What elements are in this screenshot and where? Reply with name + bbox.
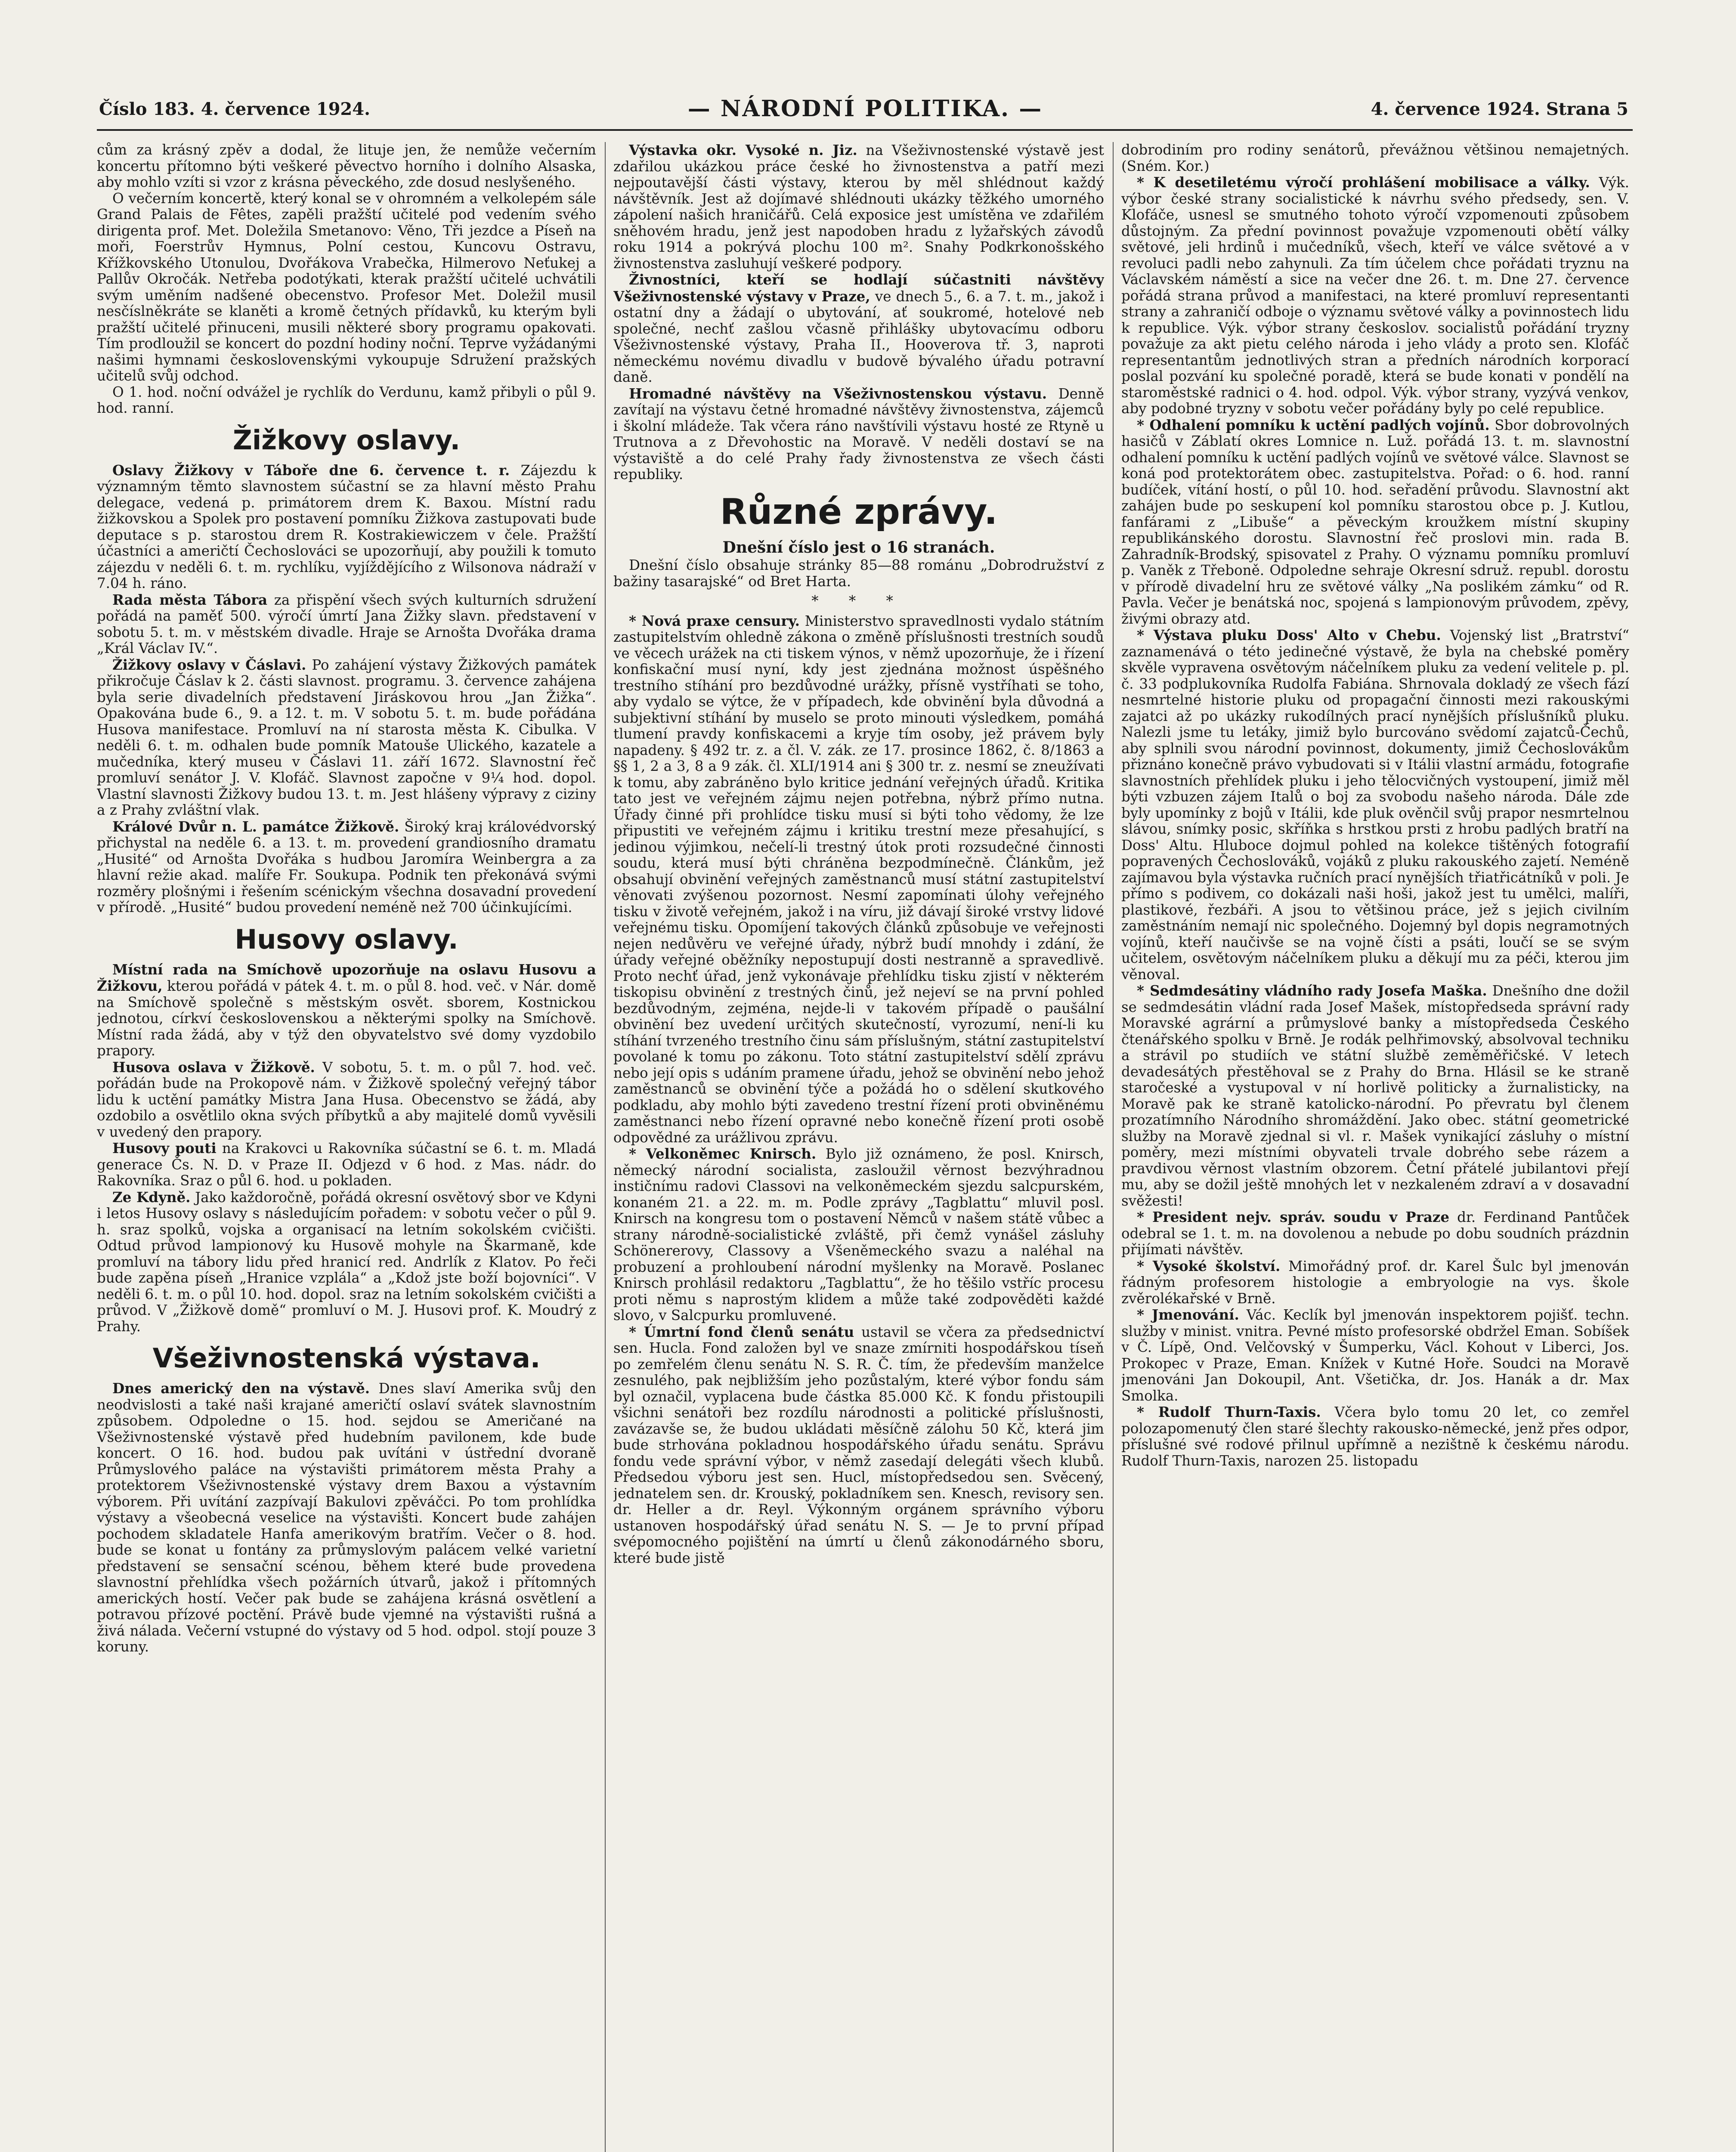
news-item-text: Bylo již oznámeno, že posl. Knirsch, německý národní socialista, zasloužil věrnost bezvýhradnou instičnímu radovi Classovi na velkoněmeckém sjezdu salcpurském, konaném 21. a 22. m. m. Podle zprávy „Tagblattu“ mluvil posl. Knirsch na kongresu tom o postavení Němců v našem státě vůbec a strany národně-socialistické zvláště, při čemž vynášel zásluhy Schönererovy, Classovy a Všeněmeckého svazu a naléhal na probuzení a prohloubení národní myšlenky na Moravě. Poslanec Knirsch prohlásil redaktoru „Tagblattu“, že ho těšilo vstříc procesu proti němu s naprostým klidem a může také zodpověděti každé slovo, v Salcpurku promluvené. xyxy=(613,1146,1104,1323)
column-1 xyxy=(97,142,596,2152)
news-item xyxy=(1121,1307,1629,1404)
news-item-lead: Husova oslava v Žižkově. xyxy=(112,1058,315,1076)
news-item xyxy=(613,613,1104,1146)
column-3 xyxy=(1121,142,1629,2152)
section-heading-ruzne: Různé zprávy. xyxy=(720,491,998,532)
news-item xyxy=(613,272,1104,386)
news-item-text: Vojenský list „Bratrství“ zaznamenává o této jedinečné výstavě, že byla na chebské poměry skvěle vypravena osvětovým náčelníkem pluku za vedení velitele p. pl. č. 33 podplukovníka Rudolfa Fabiána. Shrnovala dokladý ze všech fází nesmrtelné historie pluku od propagační činnosti mezi rakouskými zajatci až po ukázky rukodílných prací nynějších příslušníků pluku. Nalezli jsme tu letáky, jimiž bylo burcováno svědomí zajatců-Čechů, aby splnili svou národní povinnost, dokumenty, jimiž Čechoslovákům přiznáno konečně právo vybudovati si v Itálii vlastní armádu, fotografie slavnostních přehlídek pluku i jeho tělocvičných vystoupení, jimiž měl býti vzbuzen zájem Italů o boj za svobodu našeho národa. Dále zde byly upomínky z bojů v Itálii, kde pluk ověnčil svůj prapor nesmrtelnou slávou, snímky posic, skříňka s hrstkou prsti z hrobu padlých bratří na Doss' Altu. Hluboce dojmul pohled na kolekce tištěných fotografií popravených Čechoslováků, vojáků z pluku rakouského zajetí. Neméně zajímavou byla výstavka ručních prací nynějších třiatřicátníků v poli. Je přímo s podivem, co dokázali naši hoši, jakož jest tu umělci, malíři, plastikové, řezbáři. A jsou to většinou práce, jež s jejich civilním zaměstnáním nemají nic společného. Dojemný byl dopis negramotných vojínů, kteří naučivše se na vojně čísti a psáti, loučí se se svým učitelem, osvětovým náčelníkem pluku a děkují mu za péči, kterou jim věnoval. xyxy=(1121,627,1629,983)
news-item xyxy=(1121,983,1629,1209)
issue-note-text: Dnešní číslo obsahuje stránky 85—88 románu „Dobrodružství z bažiny tasarajské“ od Bret Harta. xyxy=(613,557,1104,590)
column-rule-2 xyxy=(1113,142,1114,2152)
news-item-lead: * K desetiletému výročí prohlášení mobilisace a války. xyxy=(1137,174,1590,191)
news-item-text: na Krakovci u Rakovníka súčastní se 6. t. m. Mladá generace Čs. N. D. v Praze II. Odjezd v 6 hod. z Mas. nádr. do Rakovníka. Sraz o půl 6. hod. u pokladen. xyxy=(97,1140,596,1189)
news-item-text: Vác. Keclík byl jmenován inspektorem pojišť. techn. služby v minist. vnitra. Pevné místo profesorské obdržel Eman. Sobíšek v Č. Lípě, Ond. Velčovský v Šumperku, Václ. Kohout v Liberci, Jos. Prokopec v Praze, Eman. Knížek v Kutné Hoře. Soudci na Moravě jmenováni Jan Dokoupil, Ant. Všetička, dr. Jos. Hanák a dr. Max Smolka. xyxy=(1121,1307,1629,1404)
news-item xyxy=(613,142,1104,272)
news-item-text: ustavil se včera za předsednictví sen. Hucla. Fond založen byl ve snaze zmírniti hospodářskou tíseň po zemřelém členu senátu N. S. R. Č. tím, že především manželce zesnulého, pak nejbližším jeho pozůstalým, které výbor fondu sám byl označil, vyplacena bude částka 85.000 Kč. K fondu přistoupili všichni senátoři bez rozdílu národnosti a politické příslušnosti, zavázavše se, že budou ukládati měsíčně zálohu 50 Kč, která jim bude strhována pokladnou hospodářského úřadu senátu. Správu fondu vede správní výbor, v němž zasedají delegáti všech klubů. Předsedou výboru jest sen. Hucl, místopředsedou sen. Svěcený, jednatelem sen. dr. Krouský, pokladníkem sen. Knesch, revisory sen. dr. Heller a dr. Reyl. Výkonným orgánem správního výboru ustanoven hospodářský úřad senátu N. S. — Je to první případ svépomocného pojištění na úmrtí u členů zákonodárného sboru, které bude jistě xyxy=(613,1323,1104,1566)
header-page-info: 4. července 1924. Strana 5 xyxy=(1371,99,1628,119)
news-item xyxy=(97,462,596,592)
news-item-text: Výk. výbor české strany socialistické k návrhu svého předsedy, sen. V. Klofáče, usnesl se smutného tohoto výročí vzpomenouti způsobem důstojným. Za přední povinnost považuje vzpomenouti obětí války světové, jeli hrdinů i mučedníků, všech, kteří ve válce světové a v revoluci padli nebo zahynuli. Za tím účelem chce pořádati tryznu na Václavském náměstí a sice na večer dne 26. t. m. Dne 27. července pořádá strana průvod a manifestaci, na které promluví representanti strany a zahraničí odboje o významu světové války a povinnostech lidu k republice. Výk. výbor strany českoslov. socialistů pořádání tryzny považuje za akt pietu celého národa i jeho vlády a proto sen. Klofáč representantům jednotlivých stran a předních národních korporací poslal pozvání ku společné poradě, která se bude konati v pondělí na staroměstské radnici o 4. hod. odpol. Výk. výbor strany, vyzývá venkov, aby podobné tryzny v sobotu večer pořádány byly po celé republice. xyxy=(1121,174,1629,417)
news-item xyxy=(97,1380,596,1655)
news-item xyxy=(97,819,596,916)
news-item-text: za přispění všech svých kulturních sdružení pořádá na paměť 500. výročí úmrtí Jana Žižky slavn. představení v sobotu 5. t. m. v městském divadle. Hraje se Arnošta Dvořáka drama „Král Václav IV.“. xyxy=(97,591,596,656)
news-item-text: ve dnech 5., 6. a 7. t. m., jakož i ostatní dny a žádají o ubytování, ať soukromé, hotelové neb společné, nechť zašlou včasně přihlášky ubytovacímu odboru Všeživnostenské výstavy, Praha II., Hooverova tř. 3, naproti německému novému divadlu v budově bývalého úřadu potravní daně. xyxy=(613,288,1104,385)
section-heading-hus: Husovy oslavy. xyxy=(235,923,458,955)
news-item-text: V sobotu, 5. t. m. o půl 7. hod. več. pořádán bude na Prokopově nám. v Žižkově společný veřejný tábor lidu k uctění památky Mistra Jana Husa. Obecenstvo se žádá, aby ozdobilo a osvětlilo okna svých příbytků a aby majitelé domů vyvěsili v uvedený den prapory. xyxy=(97,1059,596,1140)
news-item-text: na Všeživnostenské výstavě jest zdařilou ukázkou práce české ho živnostenstva a patří mezi nejpoutavější části výstavy, kterou by měl shlédnout každý návštěvník. Jest až dojímavé shlédnouti ukázky těžkého umorného zápolení našich hraničářů. Celá exposice jest umístěna ve zdařilém sněhovém hradu, jenž jest napodoben hradu z lyžařských závodů roku 1914 a pokrývá plochu 100 m². Snahy Podkrkonošského živnostenstva zasluhují veškeré podpory. xyxy=(613,142,1104,272)
article-text: O večerním koncertě, který konal se v ohromném a velkolepém sále Grand Palais de Fêtes, zapěli pražští učitelé pod vedením svého dirigenta prof. Met. Doležila Smetanovo: Věno, Tři jezdce a Píseň na moři, Foerstrův Hymnus, Polní cestou, Kuncovu Ostravu, Křížkovského Utonulou, Dvořákova Vrabečka, Hilmerovo Neťukej a Pallův Okročák. Netřeba podotýkati, kterak pražští učitelé uchvátili svým uměním nadšené obecenstvo. Profesor Met. Doležil musil nesčíslněkráte se klaněti a kromě četných přídavků, ku kterým byli pražští učitelé přinuceni, musili některé sbory programu opakovati. Tím prodloužil se koncert do pozdní hodiny noční. Teprve vyžádanými našimi hymnami československými vykoupuje Sdružení pražských učitelů svůj odchod. xyxy=(97,190,596,384)
news-item xyxy=(613,386,1104,483)
news-item-text: Denně zavítají na výstavu četné hromadné návštěvy živnostenstva, zájemců i školní mládeže. Tak včera ráno navštívili výstavu hosté ze Rtyně u Trutnova a z Dřevohostic na Moravě. V neděli dostaví se na výstaviště a do celé Prahy řady živnostenstva ze všech části republiky. xyxy=(613,385,1104,482)
news-item-text: Široký kraj královédvorský přichystal na neděle 6. a 13. t. m. provedení grandiosního dramatu „Husité“ od Arnošta Dvořáka s hudbou Jaromíra Weinbergra a za hlavní režie akad. malíře Fr. Soukupa. Podnik ten překonává svými rozměry plošnými i řešením scénickým všechna dosavadní provedení v přírodě. „Husité“ budou provedení neméně než 700 účinkujícími. xyxy=(97,818,596,915)
news-item xyxy=(1121,1404,1629,1469)
news-item-lead: * Úmrtní fond členů senátu xyxy=(629,1323,854,1340)
column-2 xyxy=(613,142,1104,2152)
news-item-lead: Žižkovy oslavy v Čáslavi. xyxy=(112,656,306,673)
news-item-lead: Dnes americký den na výstavě. xyxy=(112,1380,370,1397)
news-item-text: Po zahájení výstavy Žižkových památek přikročuje Čáslav k 2. části slavnost. programu. 3. července zahájena byla serie divadelních představení Jiráskovou hrou „Jan Žižka“. Opakována bude 6., 9. a 12. t. m. V sobotu 5. t. m. bude pořádána Husova manifestace. Promluví na ní starosta města K. Cibulka. V neděli 6. t. m. odhalen bude pomník Matouše Ulického, kazatele a mučedníka, který museu v Čáslavi 11. září 1672. Slavnostní řeč promluví senátor J. V. Klofáč. Slavnost započne v 9¼ hod. dopol. Vlastní slavnosti Žižkovy budou 13. t. m. Jest hlášeny výpravy z ciziny a z Prahy zvláštní vlak. xyxy=(97,656,596,818)
news-item xyxy=(97,1189,596,1335)
news-item-lead: * Výstava pluku Doss' Alto v Chebu. xyxy=(1137,627,1441,643)
news-item xyxy=(1121,174,1629,417)
news-item xyxy=(97,657,596,819)
news-item xyxy=(1121,1209,1629,1258)
news-item xyxy=(97,962,596,1059)
section-heading-vystava: Všeživnostenská výstava. xyxy=(152,1342,541,1374)
separator-stars: * * * xyxy=(811,593,906,609)
news-item-lead: * Nová praxe censury. xyxy=(629,612,800,629)
header-issue-info: Číslo 183. 4. července 1924. xyxy=(99,99,371,119)
news-item-text: Mimořádný prof. dr. Karel Šulc byl jmenován řádným profesorem histologie a embryologie na vys. škole zvěrolékařské v Brně. xyxy=(1121,1258,1629,1307)
news-item-lead: * Vysoké školství. xyxy=(1137,1257,1281,1274)
news-item xyxy=(1121,417,1629,628)
news-item-lead: Živnostníci, kteří se hodlají súčastniti návštěvy Všeživnostenské výstavy v Praze, xyxy=(613,271,1104,305)
news-item-text: Včera bylo tomu 20 let, co zemřel polozapomenutý člen staré šlechty rakousko-německé, jenž přes odpor, příslušné své rodové přilnul upřímně a nezištně k českému národu. Rudolf Thurn-Taxis, narozen 25. listopadu xyxy=(1121,1404,1629,1469)
news-item-text: Sbor dobrovolných hasičů v Záblatí okres Lomnice n. Luž. pořádá 13. t. m. slavnostní odhalení pomníku k uctění padlých vojínů ve světové válce. Slavnost se koná pod protektorátem obec. zastupitelstva. Pořad: o 6. hod. ranní budíček, vítání hostí, o půl 10. hod. seřadění průvodu. Slavnostní akt zahájen bude po seskupení kol pomníku starostou obce p. J. Kutlou, fanfárami z „Libuše“ a pěveckým kroužkem místní skupiny republikánského dorostu. Slavnostní řeč proslovi min. rada B. Zahradník-Brodský, spisovatel z Prahy. O významu pomníku promluví p. Vaněk z Třeboně. Odpoledne sehraje Okresní sdruž. republ. dorostu v přírodě divadelní hru ze světové války „Na poslikém zámku“ od R. Pavla. Večer je benátská noc, spojená s lampionovým průvodem, zpěvy, živými obrazy atd. xyxy=(1121,417,1629,627)
news-item xyxy=(1121,627,1629,983)
news-item-text: Jako každoročně, pořádá okresní osvětový sbor ve Kdyni i letos Husovy oslavy s následujícím pořadem: v sobotu večer o půl 9. h. sraz spolků, vojska a organisací na letním sokolském cvičišti. Odtud průvod lampionový ku Husově mohyle na Škarmaně, kde promluví na tábory lidu před hranicí red. Andrlík z Klatov. Po řeči bude zapěna píseň „Hranice vzplála“ a „Kdož jste boží bojovníci“. V neděli 6. t. m. o půl 10. hod. dopol. sraz na letním sokolském cvičišti a průvod. V „Žižkově domě“ promluví o M. J. Husovi prof. K. Moudrý z Prahy. xyxy=(97,1189,596,1335)
news-item-lead: * Jmenování. xyxy=(1137,1306,1239,1323)
header-rule xyxy=(97,129,1633,131)
news-item xyxy=(1121,1258,1629,1307)
news-item-lead: Husovy pouti xyxy=(112,1140,217,1156)
news-item-lead: * Sedmdesátiny vládního rady Josefa Maška. xyxy=(1137,982,1487,999)
news-item-lead: Rada města Tábora xyxy=(112,591,268,608)
news-item-lead: Oslavy Žižkovy v Táboře dne 6. července t. r. xyxy=(112,461,510,479)
news-item xyxy=(613,1324,1104,1567)
news-item-lead: * Velkoněmec Knirsch. xyxy=(629,1145,817,1162)
issue-note-title: Dnešní číslo jest o 16 stranách. xyxy=(722,538,995,557)
news-item-text: Dnešního dne dožil se sedmdesátin vládní rada Josef Mašek, místopředseda správní rady Moravské agrární a průmyslové banky a místopředseda Českého čtenářského spolku v Brně. Je rodák pelhřimovský, absolvoval techniku a strávil po studiích ve státní službě zeměměřičské. V letech devadesátých přestěhoval se z Prahy do Brna. Hlásil se ke straně staročeské a vystupoval v ní horlivě politicky a žurnalisticky, na Moravě pak ke straně katolicko-národní. Po převratu byl členem prozatímního Národního shromáždění. Jako obec. státní geometrické služby na Moravě zjednal si vl. r. Mašek vynikající zásluhy o místní poměry, mezi místními obyvateli trvale dobrého sebe rázem a pravdivou věrnost vlastním obzorem. Četní přátelé jubilantovi přejí mu, aby se dožil ještě mnohých let v nezkaleném zdraví a v dosavadní svěžesti! xyxy=(1121,983,1629,1209)
news-item-lead: Výstavka okr. Vysoké n. Jiz. xyxy=(629,142,857,158)
article-text: O 1. hod. noční odvážel je rychlík do Verdunu, kamž přibyli o půl 9. hod. ranní. xyxy=(97,383,596,416)
news-item-text: dr. Ferdinand Pantůček odebral se 1. t. m. na dovolenou a nebude po dobu soudních prázdnin přijímati návštěv. xyxy=(1121,1209,1629,1258)
news-item xyxy=(613,1146,1104,1324)
news-item-text: kterou pořádá v pátek 4. t. m. o půl 8. hod. več. v Nár. domě na Smíchově společně s městským osvět. sborem, Kostnickou jednotou, církví československou a některými spolky na Smíchově. Místní rada žádá, aby v týž den obyvatelstvo své domy vyzdobilo prapory. xyxy=(97,978,596,1059)
news-item-lead: Ze Kdyně. xyxy=(112,1188,191,1206)
news-item xyxy=(97,592,596,657)
column-rule-1 xyxy=(605,142,606,2152)
news-item xyxy=(97,1059,596,1141)
news-item-text: Zájezdu k významným těmto slavnostem súčastní se za hlavní město Prahu delegace, vedená p. primátorem drem K. Baxou. Místní radu žižkovskou a Spolek pro postavení pomníku Žižkova zastupovati bude deputace s p. starostou drem R. Kostrakiewiczem v čele. Pražští účastníci a američtí Čechoslováci se upozorňují, aby použili k tomuto zájezdu v neděli 6. t. m. rychlíku, vyjíždějícího z Wilsonova nádraží v 7.04 h. ráno. xyxy=(97,462,596,591)
news-item-text: Ministerstvo spravedlnosti vydalo státním zastupitelstvím ohledně zákona o změně příslušnosti trestních soudů ve věcech urážek na cti tiskem výnos, v němž upozorňuje, že i řízení konfiskační musí nyní, kdy jest zjednána možnost úspěšného trestního stíhání pro bezdůvodné urážky, přísně vystříhati se toho, aby vydalo se výtce, že v případech, kde obvinění byla důvodná a subjektivní stíhání by muselo se proto minouti výsledkem, pomáhá tlumení pravdy konfiskacemi a kryje tím osoby, jež právem byly napadeny. § 492 tr. z. a čl. V. zák. ze 17. prosince 1862, č. 8/1863 a §§ 1, 2 a 3, 8 a 9 zák. čl. XLI/1914 ani § 300 tr. z. nesmí se zneužívati k tomu, aby zabráněno bylo kritice jednání veřejných úřadů. Kritika tato jest ve veřejném zájmu nejen potřebna, nýbrž přímo nutna. Úřady činné při prohlídce tisku musí si býti toho vědomy, že lze připustiti ve veřejném zájmu i kritiku trestní meze přesahující, s jedinou výjimkou, nečelí-li trestný útok proti rozsudečné činnosti soudu, která musí býti chráněna bezpodmínečně. Článkům, jež obsahují obvinění veřejných zaměstnanců musí státní zastupitelství věnovati zvýšenou pozornost. Nesmí zapomínati úlohy veřejného tisku v životě veřejném, jakož i na víru, již dávají široké vrstvy lidové veřejnému tisku. Opomíjení takových článků způsobuje ve veřejnosti nejen nedůvěru ve veřejné úřady, nýbrž budí mnohdy i zdání, že úřady veřejné oběžníky nepostupují dosti nestranně a spravedlivě. Proto nechť úřad, jenž vykonávaje přehlídku tisku zjistí v některém tiskopisu obvinění z trestných činů, jež nejeví se na první pohled bezdůvodným, zejména, nejde-li v takovém případě o paušální obvinění bez uvedení určitých skutečností, vyrozumí, není-li ku stíhání tvrzeného trestního činu sám příslušným, státní zastupitelství povolané k tomu po zákonu. Toto státní zastupitelství sdělí zprávu nebo její opis s udáním pramene úřadu, jehož se obvinění nebo jehož zaměstnanců se obvinění týče a požádá ho o sdělení skutkového podkladu, aby mohlo býti zavedeno trestní řízení proti obviněnému zaměstnanci nebo řízení opravné nebo konečně řízení proti osobě odpovědné za urážlivou zprávu. xyxy=(613,612,1104,1146)
article-text: dobrodiním pro rodiny senátorů, převážnou většinou nemajetných. (Sném. Kor.) xyxy=(1121,142,1629,174)
news-item-lead: Králové Dvůr n. L. památce Žižkově. xyxy=(112,818,399,835)
news-item-lead: Místní rada na Smíchově upozorňuje na oslavu Husovu a Žižkovu, xyxy=(97,961,596,994)
news-item-lead: * Odhalení pomníku k uctění padlých vojínů. xyxy=(1137,416,1490,433)
news-item xyxy=(97,1140,596,1189)
news-item-lead: Hromadné návštěvy na Všeživnostenskou výstavu. xyxy=(629,385,1047,402)
news-item-text: Dnes slaví Amerika svůj den neodvislosti a také naši krajané američtí oslaví svátek slavnostním způsobem. Odpoledne o 15. hod. sejdou se Američané na Všeživnostenské výstavě před hudebním pavilonem, kde bude koncert. O 16. hod. budou pak uvítáni v ústřední dvoraně Průmyslového paláce na výstavišti primátorem města Prahy a protektorem Všeživnostenské výstavy drem Baxou a výstavním výborem. Při uvítání zazpívají Bakulovi zpěváčci. Po tom prohlídka výstavy a všeobecná veselice na výstavišti. Koncert bude zahájen pochodem skladatele Hanfa amerikovým bratřím. Večer o 8. hod. bude se konat u fontány za průmyslovým palácem velké varietní představení se sensační scénou, během které bude provedena slavnostní přehlídka všech požárních útvarů, jakož i přítomných amerických hostí. Večer pak bude se zahájena krásná osvětlení a potravou přízové poctění. Právě bude vjemné na výstavišti rušná a živá nálada. Večerní vstupné do výstavy od 5 hod. odpol. stojí pouze 3 koruny. xyxy=(97,1380,596,1655)
newspaper-title: — NÁRODNÍ POLITIKA. — xyxy=(687,96,1043,122)
article-text: cům za krásný zpěv a dodal, že lituje jen, že nemůže večerním koncertu přítomno býti veškeré pěvectvo horního i dolního Alsaska, aby mohlo vzíti si vzor z krásna pěveckého, zde dosud neslyšeného. xyxy=(97,142,596,190)
news-item-lead: * President nejv. správ. soudu v Praze xyxy=(1137,1209,1450,1225)
news-item-lead: * Rudolf Thurn-Taxis. xyxy=(1137,1404,1321,1420)
section-heading-zizka: Žižkovy oslavy. xyxy=(232,424,461,456)
